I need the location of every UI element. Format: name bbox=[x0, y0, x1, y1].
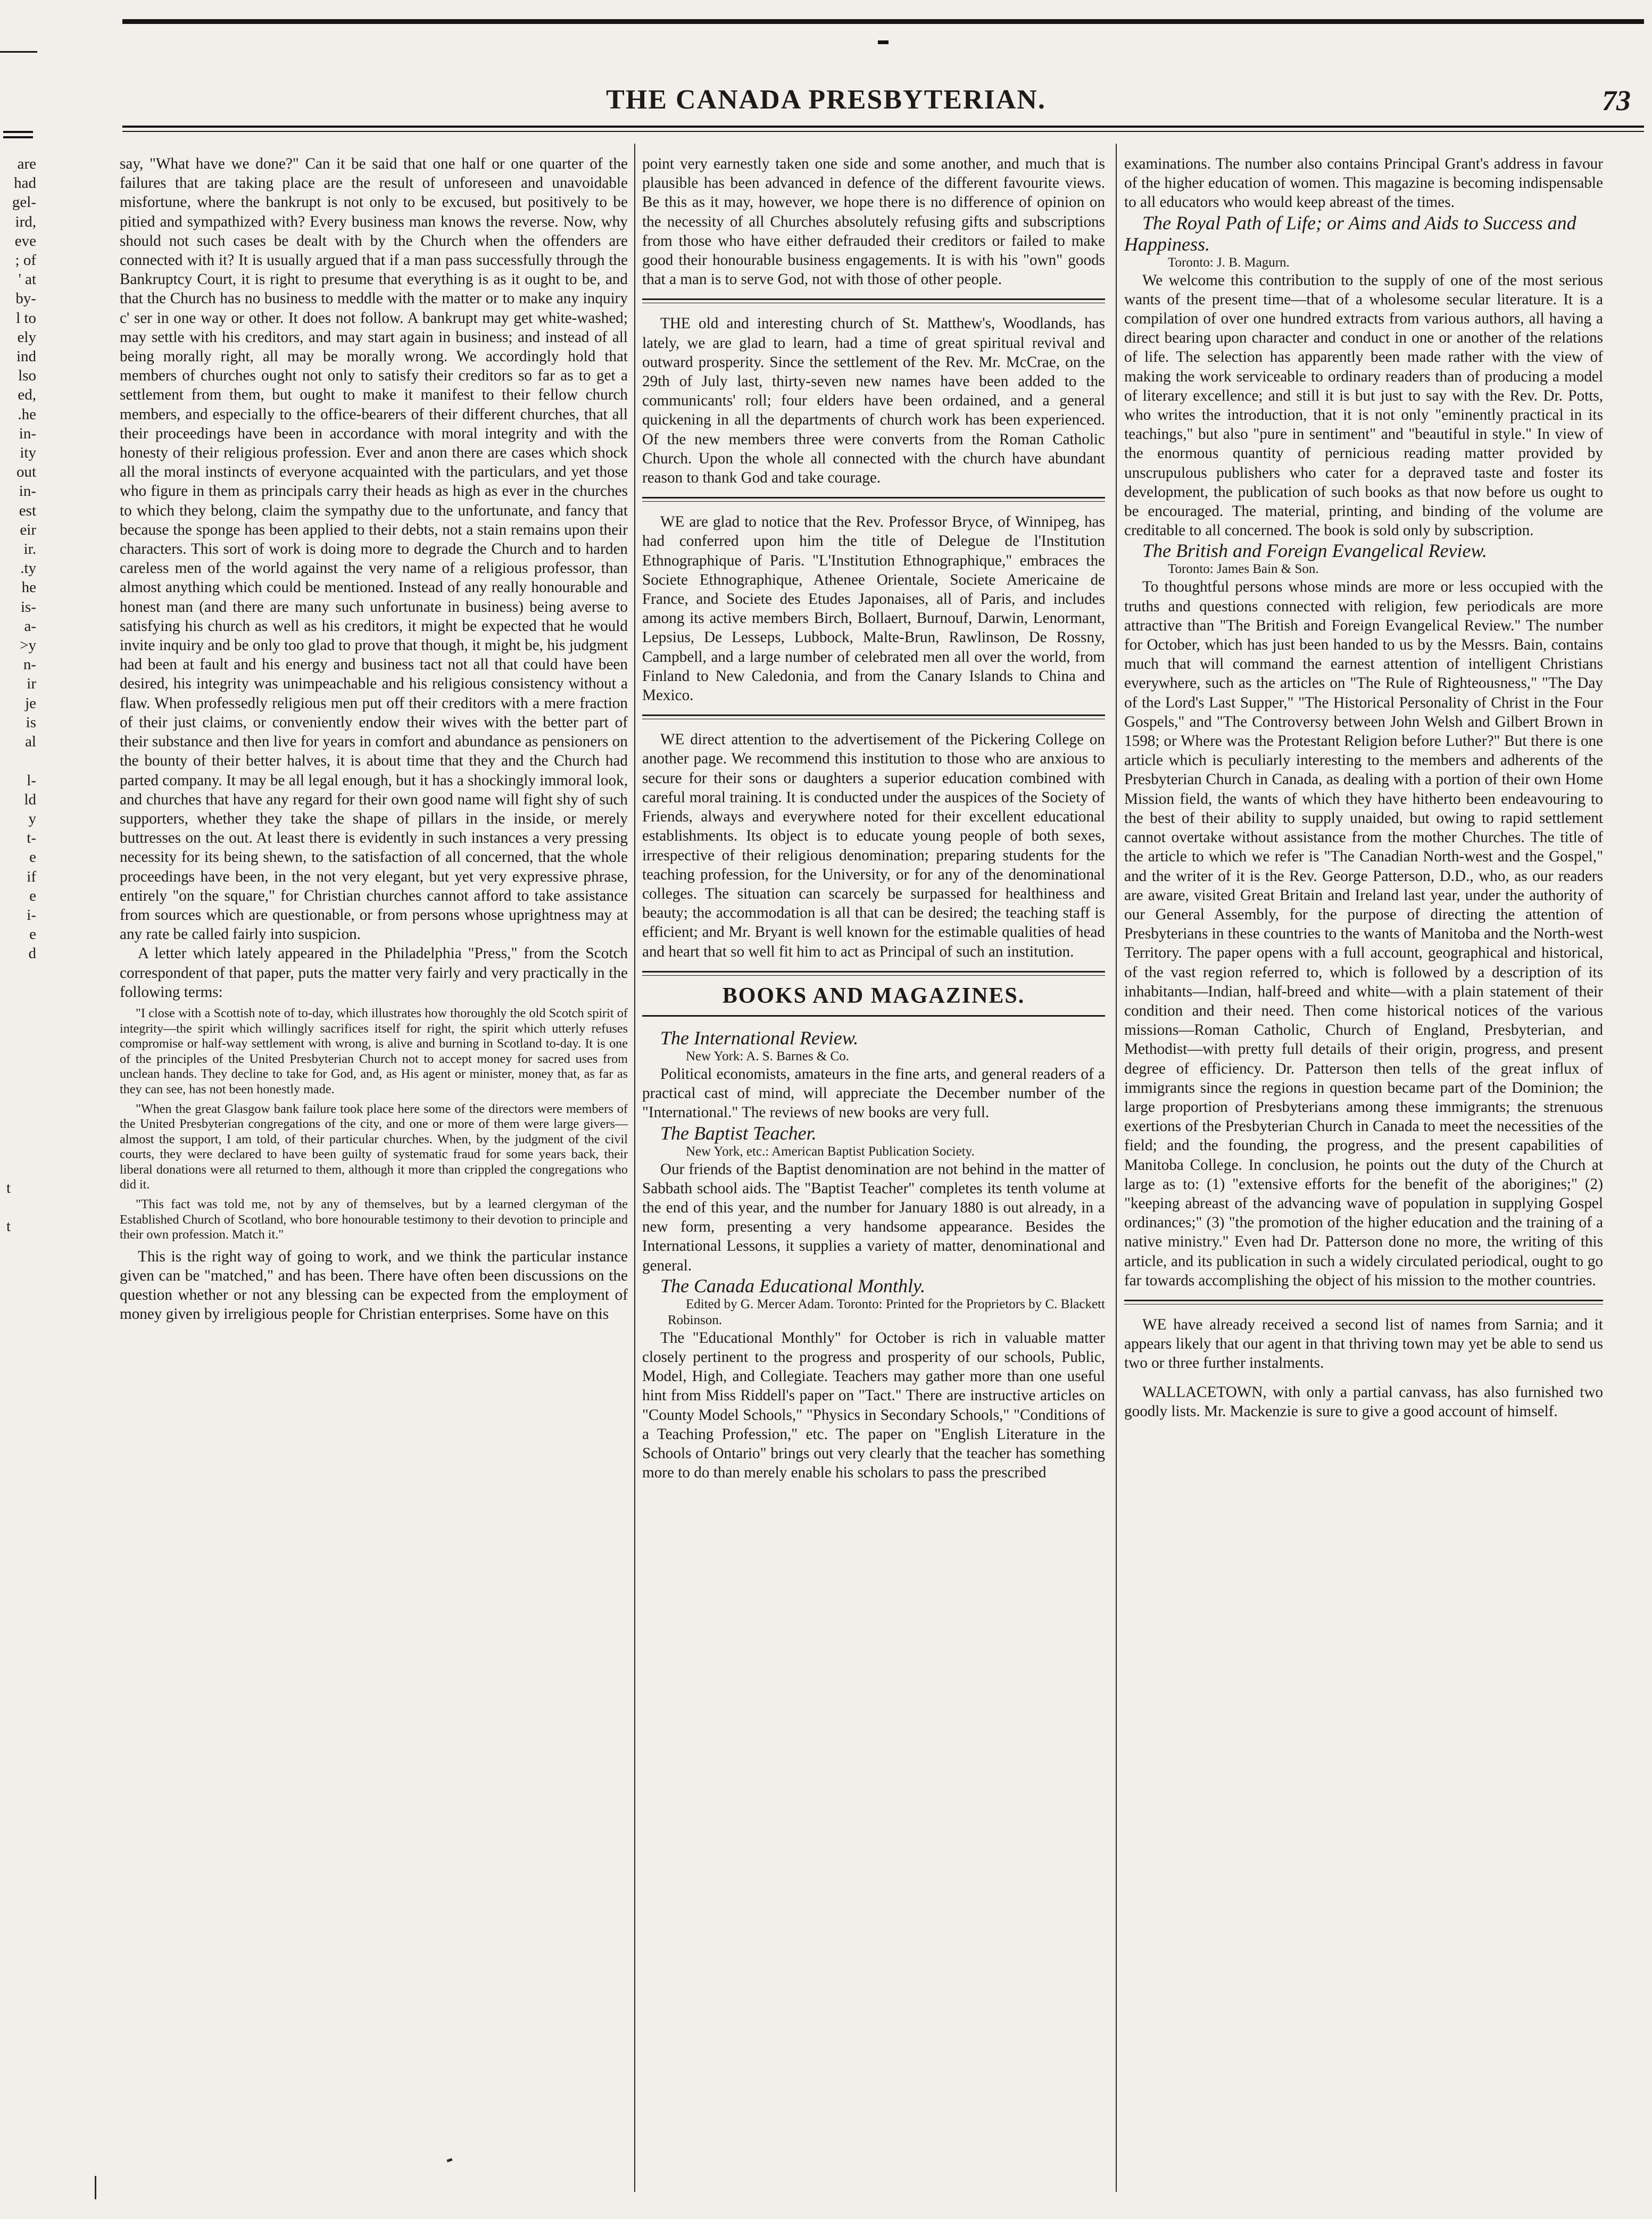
quotation: "This fact was told me, not by any of themselves, but by a learned clergyman of the Established Church of Scotland, who bore honourable testimony to their devotion to principle and their own profession. Match it." bbox=[120, 1197, 628, 1242]
margin-fragment: y bbox=[28, 810, 36, 827]
column-rule bbox=[634, 144, 635, 2192]
article-paragraph: point very earnestly taken one side and some another, and much that is plausible has been advanced in defence of the different favourite views. Be this as it may, however, we hope there is no difference of opinion on the necessity of all Churches absolutely refusing gifts and subscriptions from those who have either defrauded their creditors or failed to make good their honourable business engagements. It is with his "own" goods that a man is to serve God, not with those of other people. bbox=[642, 155, 1105, 288]
margin-fragment: ird, bbox=[15, 213, 36, 230]
margin-fragment: al bbox=[25, 733, 36, 751]
review-publisher: Edited by G. Mercer Adam. Toronto: Printed for the Proprietors by C. Blackett Robinson. bbox=[668, 1297, 1105, 1327]
review-title: The International Review. bbox=[660, 1027, 859, 1049]
top-rule bbox=[122, 19, 1644, 24]
margin-fragment: eve bbox=[14, 232, 36, 250]
column-rule bbox=[1116, 144, 1117, 2192]
article-paragraph: This is the right way of going to work, and we think the particular instance given can be "matched," and has been. There have often been discussions on the question whether or not any blessing can be expected from the employment of money given by irreligious people for Christian enterprises. Some have on this bbox=[120, 1248, 628, 1323]
margin-fragment: je bbox=[25, 694, 36, 712]
quotation: "I close with a Scottish note of to-day, which illustrates how thoroughly the old Scotch spirit of integrity—the spirit which willingly sacrifices itself for right, the spirit which utterly refuses compromise or half-way settlement with wrong, is alive and burning in Scotland to-day. It is one of the principles of the United Presbyterian Church not to accept money for sacred uses from unclean hands. They decline to take for God, and, as His agent or minister, money that, as far as they can see, has not been honestly made. bbox=[120, 1005, 628, 1096]
section-divider bbox=[1124, 1300, 1603, 1304]
review-publisher: New York: A. S. Barnes & Co. bbox=[686, 1049, 849, 1063]
margin-fragments-lower bbox=[6, 1178, 28, 1236]
review-text: To thoughtful persons whose minds are more or less occupied with the truths and questions connected with religion, few periodicals are more attractive than "The British and Foreign Evangelical Review." The number for October, which has just been handed to us by the Messrs. Bain, contains much that will command the earnest attention of intelligent Christians everywhere, such as the articles on "The Rule of Righteousness," "The Day of the Lord's Last Supper," "The Historical Personality of Christ in the Four Gospels," and "The Controversy between John Welsh and Gilbert Brown in 1598; or Where was the Protestant Religion before Luther?" But there is one article which is peculiarly interesting to the members and adherents of the Presbyterian Church in Canada, as dealing with a portion of their own Home Mission field, the wants of which they have hitherto been endeavouring to the best of their ability to supply unaided, but owing to rapid settlement cannot overtake without assistance from the mother Churches. The title of the article to which we refer is "The Canadian North-west and the Gospel," and the writer of it is the Rev. George Patterson, D.D., who, as our readers are aware, visited Great Britain and Ireland last year, under the authority of our General Assembly, for the purpose of directing the attention of Presbyterians in these countries to the wants of Manitoba and the North-west Territory. The paper opens with a full account, geographical and historical, of the vast region referred to, which is followed by a description of its inhabitants—Indian, half-breed and white—with a plain statement of their condition and their need. Then come historical notices of the various missions—Roman Catholic, Church of England, Presbyterian, and Methodist—with pretty full details of their origin, progress, and present degree of efficiency. Dr. Patterson then tells of the great influx of immigrants since the regions in question became part of the Dominion; the large proportion of Presbyterians among these immigrants; the strenuous exertions of the Presbyterian Church in Canada to meet the necessities of the field; and the founding, the progress, and the present capabilities of Manitoba College. In conclusion, he points out the duty of the Church at large as to: (1) "extensive efforts for the benefit of the aborigines;" (2) "keeping abreast of the advancing wave of population in supplying Gospel ordinances;" (3) "the promotion of the higher education and the training of a native ministry." Even had Dr. Patterson done no more, the writing of this article, and its publication in such a widely circulated periodical, ought to go far towards accomplishing the object of his mission to the mother countries. bbox=[1124, 578, 1603, 1289]
margin-fragment: ; of bbox=[15, 252, 36, 269]
article-paragraph: say, "What have we done?" Can it be said that one half or one quarter of the failures that are taking place are the result of unforeseen and unavoidable misfortune, where the bankrupt is not only to be excused, but positively to be pitied and sympathized with? Every business man knows the reverse. Now, why should not such cases be dealt with by the Church when the offenders are connected with it? It is usually argued that if a man pass successfully through the Bankruptcy Court, it is right to presume that everything is as it ought to be, and that the Church has no business to meddle with the matter or to make any inquiry c' ser in one way or other. It does not follow. A bankrupt may get white-washed; may settle with his creditors, and may start again in business; and instead of all being morally right, all may be morally wrong. We accordingly hold that members of churches ought not only to satisfy their creditors so far as to get a settlement from them, but ought to make it manifest to their fellow church members, and especially to the office-bearers of their different churches, that all their proceedings have been in accordance with moral integrity and with the honesty of their religious profession. Ever and anon there are cases which shock all the moral instincts of everyone acquainted with the particulars, and yet those who figure in them as principals carry their heads as high as ever in the churches to which they belong, claim the sympathy due to the unfortunate, and fancy that because the sponge has been applied to their debts, not a stain remains upon their characters. This sort of work is doing more to degrade the Church and to harden careless men of the world against the very name of a religious professor, than almost anything which could be mentioned. Instead of any really honourable and honest man (and there are many such unfortunate in business) being averse to satisfying his church as well as his creditors, it might be expected that he would invite inquiry and be only too glad to prove that though, it might be, his judgment had been at fault and his energy and business tact not all that could have been desired, his integrity was unimpeachable and his religious consistency without a flaw. When professedly religious men put off their creditors with a mere fraction of their just claims, or conveniently endow their wives with the better part of their substance and then live for years in comfort and abundance as pensioners on the bounty of their better halves, it is about time that they and the Church had parted company. It may be all legal enough, but it has a shockingly immoral look, and churches that have any regard for their own good name will fight shy of such supporters, whether they take the shape of pillars in the inside, or merely buttresses on the out. At least there is evidently in such instances a very pressing necessity for its being shewn, to the satisfaction of all concerned, that the whole proceedings have been, in the not very elegant, but yet very expressive phrase, entirely "on the square," for Christian churches cannot afford to take assistance from sources which are questionable, or from persons whose uprightness may at any rate be called fairly into suspicion. bbox=[120, 155, 628, 943]
review-publisher: Toronto: James Bain & Son. bbox=[1168, 562, 1319, 577]
margin-fragment: .ty bbox=[20, 560, 36, 577]
review-text: Political economists, amateurs in the fine arts, and general readers of a practical cast of mind, will appreciate the December number of the "International." The reviews of new books are very full. bbox=[642, 1065, 1105, 1121]
margin-fragment: ind bbox=[16, 348, 36, 365]
news-item: WE direct attention to the advertisement of the Pickering College on another page. We recommend this institution to those who are anxious to secure for their sons or daughters a superior education combined with careful moral training. It is conducted under the auspices of the Society of Friends, always and everywhere noted for their excellent educational establishments. Its object is to educate young people of both sexes, irrespective of their religious denomination; preparing students for the teaching profession, for the University, or for any of the denominational colleges. The situation can scarcely be surpassed for healthiness and beauty; the accommodation is all that can be desired; the teaching staff is efficient; and Mr. Bryant is well known for the estimable qualities of head and heart that so well fit him to act as Principal of such an institution. bbox=[642, 731, 1105, 960]
margin-fragments bbox=[1, 154, 36, 963]
top-rule-left bbox=[0, 51, 37, 53]
review-title: The Baptist Teacher. bbox=[660, 1122, 817, 1144]
news-item: THE old and interesting church of St. Matthew's, Woodlands, has lately, we are glad to learn, had a time of great spiritual revival and outward prosperity. Since the settlement of the Rev. Mr. McCrae, on the 29th of July last, thirty-seven new names have been added to the communicants' roll; four elders have been ordained, and a general quickening in all the departments of church work has been experienced. Of the new members three were converts from the Roman Catholic Church. Upon the whole all connected with the church have abundant reason to thank God and take courage. bbox=[642, 315, 1105, 487]
dash-mark bbox=[878, 40, 889, 44]
margin-fragment: he bbox=[21, 579, 36, 596]
margin-fragment: a- bbox=[24, 617, 36, 635]
margin-fragment: .he bbox=[18, 405, 36, 423]
review-title: The Royal Path of Life; or Aims and Aids to Success and Happiness. bbox=[1124, 212, 1576, 255]
review-text: examinations. The number also contains Principal Grant's address in favour of the higher education of women. This magazine is becoming indispensable to all educators who would keep abreast of the times. bbox=[1124, 155, 1603, 211]
news-item: WALLACETOWN, with only a partial canvass, has also furnished two goodly lists. Mr. Mackenzie is sure to give a good account of himself. bbox=[1124, 1383, 1603, 1420]
section-divider bbox=[642, 1015, 1105, 1017]
margin-fragment: in- bbox=[19, 425, 36, 442]
margin-fragment: t bbox=[6, 1179, 11, 1196]
review-text: Our friends of the Baptist denomination are not behind in the matter of Sabbath school aids. The "Baptist Teacher" completes its tenth volume at the end of this year, and the number for January 1880 is out already, in a new form, presenting a very handsome appearance. Besides the International Lessons, it supplies a variety of matter, denominational and general. bbox=[642, 1160, 1105, 1274]
margin-fragment: l to bbox=[16, 309, 36, 327]
column-2 bbox=[642, 154, 1105, 1482]
margin-fragment bbox=[6, 1198, 28, 1217]
news-item: WE are glad to notice that the Rev. Professor Bryce, of Winnipeg, has had conferred upon him the title of Delegue de l'Institution Ethnographique of Paris. "L'Institution Ethnographique," embraces the Societe Ethnographique, Athenee Orientale, Societe Americaine de France, and Societe des Etudes Japonaises, all of Paris, and includes among its active members Birch, Bollaert, Burnouf, Darwin, Lenormant, Lepsius, De Lesseps, Lubbock, Malte-Brun, Rawlinson, De Rossny, Campbell, and a large number of celebrated men all over the world, from Finland to New Caledonia, and from the Canary Islands to China and Mexico. bbox=[642, 513, 1105, 704]
news-item: WE have already received a second list of names from Sarnia; and it appears likely that our agent in that thriving town may yet be able to send us two or three further instalments. bbox=[1124, 1316, 1603, 1372]
margin-fragment: are bbox=[17, 155, 36, 172]
margin-fragment: is- bbox=[21, 598, 36, 616]
section-divider bbox=[642, 298, 1105, 303]
article-paragraph: A letter which lately appeared in the Philadelphia "Press," from the Scotch correspondent of that paper, puts the matter very fairly and very practically in the following terms: bbox=[120, 945, 628, 1001]
margin-fragment: >y bbox=[20, 637, 36, 654]
margin-fragment: gel- bbox=[12, 194, 36, 211]
margin-fragment: ' at bbox=[18, 271, 36, 288]
margin-rule bbox=[3, 136, 33, 138]
margin-fragment: lso bbox=[18, 367, 36, 385]
margin-fragment: in- bbox=[19, 483, 36, 500]
margin-fragment: n- bbox=[23, 656, 36, 674]
margin-fragment: ely bbox=[17, 328, 36, 346]
ink-mark bbox=[446, 2158, 452, 2162]
review-title: The Canada Educational Monthly. bbox=[660, 1275, 925, 1297]
margin-fragment: ed, bbox=[18, 386, 36, 404]
margin-fragment: ld bbox=[24, 791, 36, 808]
margin-fragment: e bbox=[29, 926, 36, 943]
margin-mark bbox=[95, 2176, 96, 2199]
margin-fragment: e bbox=[29, 849, 36, 866]
margin-fragment: i- bbox=[27, 906, 36, 924]
review-text: The "Educational Monthly" for October is rich in valuable matter closely pertinent to the progress and prosperity of our schools, Public, Model, High, and Collegiate. Teachers may gather more than one useful hint from Miss Riddell's paper on "Tact." There are instructive articles on "County Model Schools," "Physics in Secondary Schools," "Conditions of a Teaching Profession," etc. The paper on "English Literature in the Schools of Ontario" brings out very clearly that the teacher has something more to do than merely enable his scholars to pass the prescribed bbox=[642, 1329, 1105, 1482]
margin-fragment: t- bbox=[27, 829, 36, 847]
margin-fragment: ity bbox=[20, 444, 36, 462]
section-divider bbox=[642, 971, 1105, 976]
header-rule bbox=[122, 126, 1644, 128]
masthead-title: THE CANADA PRESBYTERIAN. bbox=[606, 85, 1046, 115]
review-publisher: Toronto: J. B. Magurn. bbox=[1168, 255, 1290, 270]
quotation: "When the great Glasgow bank failure took place here some of the directors were members of the United Presbyterian congregations of the city, and one or more of them were large givers—almost the support, I am told, of their particular churches. When, by the judgment of the civil courts, they were declared to have been guilty of systematic fraud for some years back, their liberal donations were all returned to them, although it more than crippled the congregations who did it. bbox=[120, 1101, 628, 1192]
section-divider bbox=[642, 714, 1105, 719]
review-publisher: New York, etc.: American Baptist Publication Society. bbox=[686, 1144, 975, 1159]
margin-fragment: out bbox=[16, 463, 36, 481]
margin-fragment: ir bbox=[27, 675, 36, 693]
margin-fragment: t bbox=[6, 1218, 11, 1235]
margin-fragment: had bbox=[14, 174, 36, 192]
margin-fragment: l- bbox=[27, 771, 36, 789]
margin-fragment: if bbox=[27, 868, 36, 885]
margin-fragment: eir bbox=[20, 521, 36, 538]
books-magazines-heading: BOOKS AND MAGAZINES. bbox=[722, 983, 1025, 1008]
review-text: We welcome this contribution to the supply of one of the most serious wants of the present time—that of a wholesome secular literature. It is a compilation of over one hundred extracts from various authors, all having a direct bearing upon character and conduct in one or another of the relations of life. The selection has apparently been made rather with the view of making the work serviceable to ordinary readers than of producing a model of literary excellence; and still it is but just to say with the Rev. Dr. Potts, who writes the introduction, that it is not only "eminently practical in its teachings," but also "pure in sentiment" and "beautiful in style." In view of the enormous quantity of pernicious reading matter provided by unscrupulous publishers who cater for a depraved taste and foster its development, the publication of such books as that now before us ought to be encouraged. The material, printing, and binding of the volume are creditable to all concerned. The book is sold only by subscription. bbox=[1124, 271, 1603, 539]
section-divider bbox=[642, 497, 1105, 502]
margin-fragment: est bbox=[19, 502, 36, 519]
margin-fragment: d bbox=[28, 945, 36, 962]
margin-rule bbox=[3, 131, 33, 133]
margin-fragment: ir. bbox=[23, 541, 36, 558]
column-1 bbox=[120, 154, 628, 1324]
margin-fragment: by- bbox=[15, 290, 36, 307]
margin-fragment: is bbox=[26, 713, 36, 731]
header-rule-thin bbox=[122, 131, 1644, 132]
margin-fragment bbox=[1, 751, 36, 770]
page-number: 73 bbox=[1602, 85, 1631, 117]
review-title: The British and Foreign Evangelical Review. bbox=[1142, 540, 1487, 562]
column-3 bbox=[1124, 154, 1603, 1421]
margin-fragment: e bbox=[29, 887, 36, 904]
